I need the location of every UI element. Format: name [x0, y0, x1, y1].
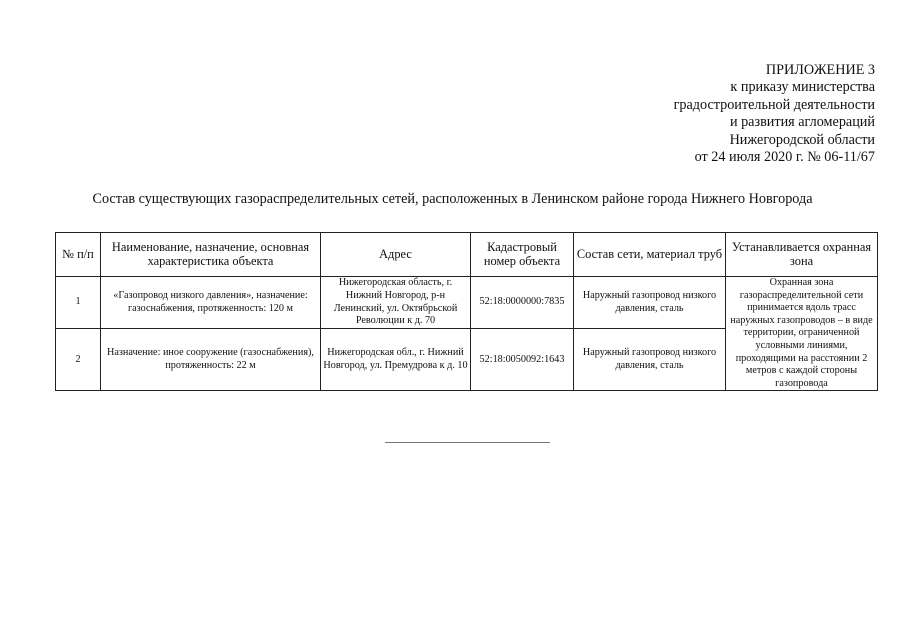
col-header-network: Состав сети, материал труб [574, 233, 726, 277]
cell-address: Нижегородская область, г. Нижний Новгород, р-н Ленинский, ул. Октябрьской Революции к д. 70 [321, 277, 471, 329]
table-header-row [56, 233, 878, 277]
separator-line [385, 442, 550, 443]
cell-cadastral: 52:18:0050092:1643 [471, 329, 574, 391]
gas-network-table [55, 232, 878, 391]
col-header-name: Наименование, назначение, основная характеристика объекта [101, 233, 321, 277]
cell-network: Наружный газопровод низкого давления, сталь [574, 277, 726, 329]
cell-name: Назначение: иное сооружение (газоснабжения), протяженность: 22 м [101, 329, 321, 391]
appendix-block [674, 62, 875, 166]
appendix-ministry-line: градостроительной деятельности [673, 96, 875, 113]
cell-name: «Газопровод низкого давления», назначение: газоснабжения, протяженность: 120 м [101, 277, 321, 329]
document-title: Состав существующих газораспределительных сетей, расположенных в Ленинском районе города Нижнего Новгорода [92, 191, 813, 207]
appendix-number: ПРИЛОЖЕНИЕ 3 [765, 62, 875, 78]
col-header-number: № п/п [56, 233, 101, 277]
cell-cadastral: 52:18:0000000:7835 [471, 277, 574, 329]
cell-number: 2 [56, 329, 101, 391]
table-row [56, 277, 878, 329]
appendix-order-line: к приказу министерства [730, 79, 875, 96]
appendix-region-line: Нижегородской области [729, 131, 875, 148]
appendix-date-line: от 24 июля 2020 г. № 06-11/67 [694, 149, 875, 166]
cell-protection-zone: Охранная зона газораспределительной сети принимается вдоль трасс наружных газопроводов – в виде территории, ограниченной условными линиями, проходящими на расстоянии 2 метров с каждой стороны газопровода [726, 277, 878, 391]
cell-address: Нижегородская обл., г. Нижний Новгород, ул. Премудрова к д. 10 [321, 329, 471, 391]
col-header-address: Адрес [321, 233, 471, 277]
cell-network: Наружный газопровод низкого давления, сталь [574, 329, 726, 391]
col-header-cadastral: Кадастровый номер объекта [471, 233, 574, 277]
cell-number: 1 [56, 277, 101, 329]
appendix-agglomeration-line: и развития агломераций [729, 114, 875, 131]
col-header-zone: Устанавливается охранная зона [726, 233, 878, 277]
